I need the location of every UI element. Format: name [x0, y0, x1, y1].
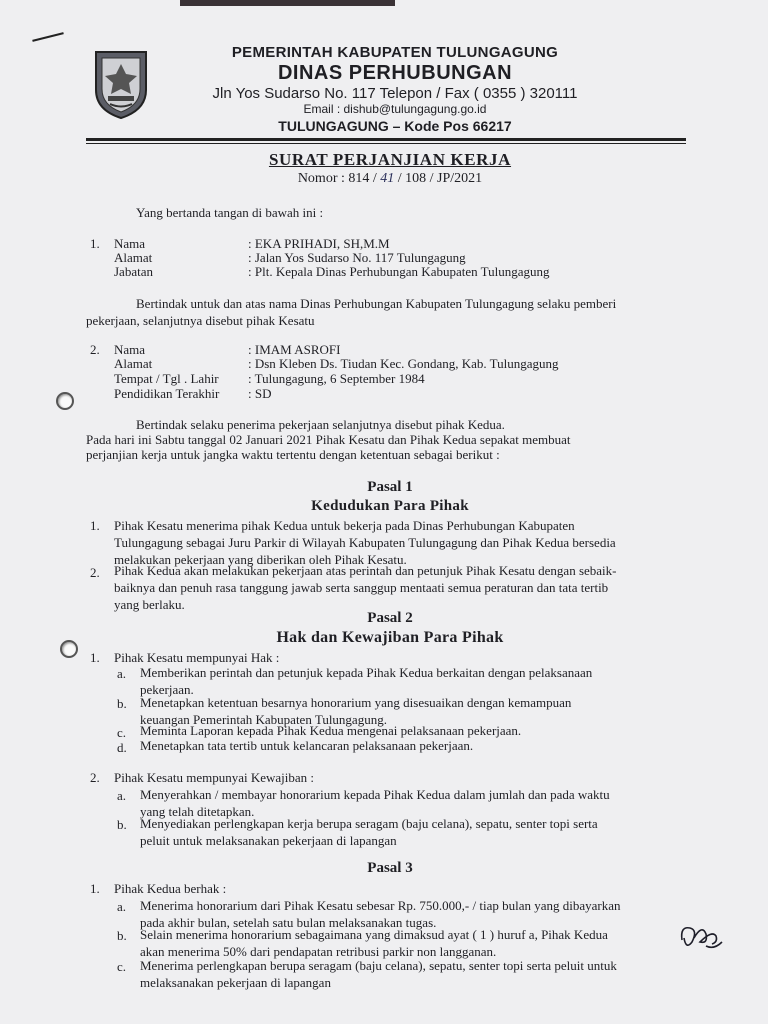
party1-role-line1: Bertindak untuk dan atas nama Dinas Perhubungan Kabupaten Tulungagung selaku pemberi [136, 296, 617, 311]
pasal1-item1 [114, 517, 674, 568]
party1-label-address: Alamat [114, 250, 153, 265]
party1-role-line2: pekerjaan, selanjutnya disebut pihak Kesatu [86, 313, 315, 328]
pasal3-sec1-a-letter: a. [117, 899, 127, 914]
letterhead-rule-thin [86, 143, 686, 144]
number-suffix: / 108 / JP/2021 [397, 171, 483, 186]
pasal3-sec1-b-line1: Selain menerima honorarium sebagaimana yang dimaksud ayat ( 1 ) huruf a, Pihak Kedua [140, 927, 608, 942]
pasal1-item2-line1: Pihak Kedua akan melakukan pekerjaan atas perintah dan petunjuk Pihak Kesatu dengan sebaik- [114, 563, 617, 578]
opening-line1: Pada hari ini Sabtu tanggal 02 Januari 2021 Pihak Kesatu dan Pihak Kedua sepakat membuat [86, 432, 571, 447]
letterhead-email: Email : dishub@tulungagung.go.id [303, 102, 487, 116]
pasal2-sec1-number: 1. [90, 650, 100, 665]
number-prefix: Nomor : 814 / [297, 171, 377, 186]
party2-label-name: Nama [114, 342, 146, 357]
number-handwritten: 41 [380, 171, 395, 186]
intro-text: Yang bertanda tangan di bawah ini : [136, 205, 324, 220]
party1-value-position: : Plt. Kepala Dinas Perhubungan Kabupaten Tulungagung [248, 264, 550, 279]
pasal2-subtitle: Hak dan Kewajiban Para Pihak [276, 629, 504, 646]
pasal3-title: Pasal 3 [367, 860, 413, 876]
pasal3-sec1-number: 1. [90, 881, 100, 896]
pasal2-sec1-b-line1: Menetapkan ketentuan besarnya honorarium yang disesuaikan dengan kemampuan [140, 695, 572, 710]
party1-value-address: : Jalan Yos Sudarso No. 117 Tulungagung [248, 250, 466, 265]
letterhead-city: TULUNGAGUNG – Kode Pos 66217 [278, 118, 512, 134]
pasal1-item1-line2: Tulungagung sebagai Juru Parkir di Wilayah Kabupaten Tulungagung dan Pihak Kedua bersedia [114, 535, 616, 550]
pasal1-item2-number: 2. [90, 565, 100, 580]
party2-label-education: Pendidikan Terakhir [114, 386, 220, 401]
pasal3-sec1-c-line1: Menerima perlengkapan berupa seragam (baju celana), sepatu, senter topi serta peluit untuk [140, 958, 617, 973]
pasal1-title: Pasal 1 [367, 479, 413, 495]
pasal3-sec1-a-line1: Menerima honorarium dari Pihak Kesatu sebesar Rp. 750.000,- / tiap bulan yang dibayarkan [140, 898, 621, 913]
letterhead-agency: DINAS PERHUBUNGAN [277, 62, 513, 84]
pasal2-sec2-number: 2. [90, 770, 100, 785]
party1-label-position: Jabatan [114, 264, 153, 279]
regency-emblem-icon [90, 46, 152, 122]
pasal1-subtitle: Kedudukan Para Pihak [311, 498, 469, 514]
party2-label-birth: Tempat / Tgl . Lahir [114, 371, 219, 386]
pasal3-sec1-c-letter: c. [117, 959, 127, 974]
pasal2-sec1-b-letter: b. [117, 696, 127, 711]
pasal2-sec2-b-line2: peluit untuk melaksanakan pekerjaan di lapangan [140, 833, 397, 848]
scan-top-edge [180, 0, 395, 6]
pasal2-sec1-a [140, 664, 668, 698]
pasal1-item1-line3: melakukan pekerjaan yang diberikan oleh Pihak Kesatu. [114, 552, 407, 567]
pasal2-sec2-b-letter: b. [117, 817, 127, 832]
pasal2-sec1-d: Menetapkan tata tertib untuk kelancaran pelaksanaan pekerjaan. [140, 738, 474, 753]
document-title: SURAT PERJANJIAN KERJA [268, 150, 512, 169]
pasal2-sec1-d-letter: d. [117, 740, 127, 755]
opening-line2: perjanjian kerja untuk jangka waktu tertentu dengan ketentuan sebagai berikut : [86, 447, 500, 462]
pasal1-item2 [114, 562, 674, 613]
punch-hole [60, 640, 78, 658]
party2-number: 2. [90, 342, 100, 357]
document-number [160, 171, 620, 187]
party2-value-name: : IMAM ASROFI [248, 342, 341, 357]
pasal2-sec2-a-line2: yang telah ditetapkan. [140, 804, 255, 819]
pasal1-item1-number: 1. [90, 518, 100, 533]
pasal2-sec2-a-letter: a. [117, 788, 127, 803]
pasal3-sec1-b-line2: akan menerima 50% dari pendapatan retribusi parkir non langganan. [140, 944, 497, 959]
pasal2-sec1-a-line2: pekerjaan. [140, 682, 194, 697]
paraf-signature [676, 920, 726, 956]
party1-number: 1. [90, 236, 100, 251]
pasal3-sec1-b [140, 926, 670, 960]
party1-value-name: : EKA PRIHADI, SH,M.M [248, 236, 390, 251]
pasal2-sec1-a-letter: a. [117, 666, 127, 681]
pasal2-sec1-b-line2: keuangan Pemerintah Kabupaten Tulungagung. [140, 712, 387, 727]
punch-hole [56, 392, 74, 410]
party2-role: Bertindak selaku penerima pekerjaan selanjutnya disebut pihak Kedua. [136, 417, 505, 432]
party1-label-name: Nama [114, 236, 146, 251]
pasal2-sec2-b [140, 815, 668, 849]
party2-value-birth: : Tulungagung, 6 September 1984 [248, 371, 425, 386]
letterhead-government: PEMERINTAH KABUPATEN TULUNGAGUNG [231, 44, 559, 61]
pasal2-sec1-c-letter: c. [117, 725, 127, 740]
pasal3-sec1-c-line2: melaksanakan pekerjaan di lapangan [140, 975, 331, 990]
pasal2-title: Pasal 2 [367, 610, 413, 626]
pasal3-sec1-head: Pihak Kedua berhak : [114, 881, 227, 896]
pasal2-sec2-b-line1: Menyediakan perlengkapan kerja berupa seragam (baju celana), sepatu, senter topi serta [140, 816, 598, 831]
party2-label-address: Alamat [114, 356, 153, 371]
pasal2-sec1-c: Meminta Laporan kepada Pihak Kedua mengenai pelaksanaan pekerjaan. [140, 723, 522, 738]
pasal2-sec1-head: Pihak Kesatu mempunyai Hak : [114, 650, 280, 665]
pasal2-sec2-a-line1: Menyerahkan / membayar honorarium kepada Pihak Kedua dalam jumlah dan pada waktu [140, 787, 610, 802]
pasal1-item2-line2: baiknya dan penuh rasa tanggung jawab serta sanggup mentaati semua peraturan dan tata tertib [114, 580, 609, 595]
pasal3-sec1-b-letter: b. [117, 928, 127, 943]
pasal3-sec1-c [140, 957, 670, 991]
pasal1-item1-line1: Pihak Kesatu menerima pihak Kedua untuk bekerja pada Dinas Perhubungan Kabupaten [114, 518, 575, 533]
pasal2-sec1-a-line1: Memberikan perintah dan petunjuk kepada Pihak Kedua berkaitan dengan pelaksanaan [140, 665, 593, 680]
letterhead-address: Jln Yos Sudarso No. 117 Telepon / Fax ( 0355 ) 320111 [212, 85, 578, 102]
letterhead-rule [86, 138, 686, 141]
pen-mark [32, 32, 64, 42]
pasal2-sec2-head: Pihak Kesatu mempunyai Kewajiban : [114, 770, 315, 785]
pasal3-sec1-a-line2: pada akhir bulan, setelah satu bulan melaksanakan tugas. [140, 915, 437, 930]
party2-value-address: : Dsn Kleben Ds. Tiudan Kec. Gondang, Kab. Tulungagung [248, 356, 559, 371]
party2-value-education: : SD [248, 386, 272, 401]
pasal1-item2-line3: yang berlaku. [114, 597, 185, 612]
